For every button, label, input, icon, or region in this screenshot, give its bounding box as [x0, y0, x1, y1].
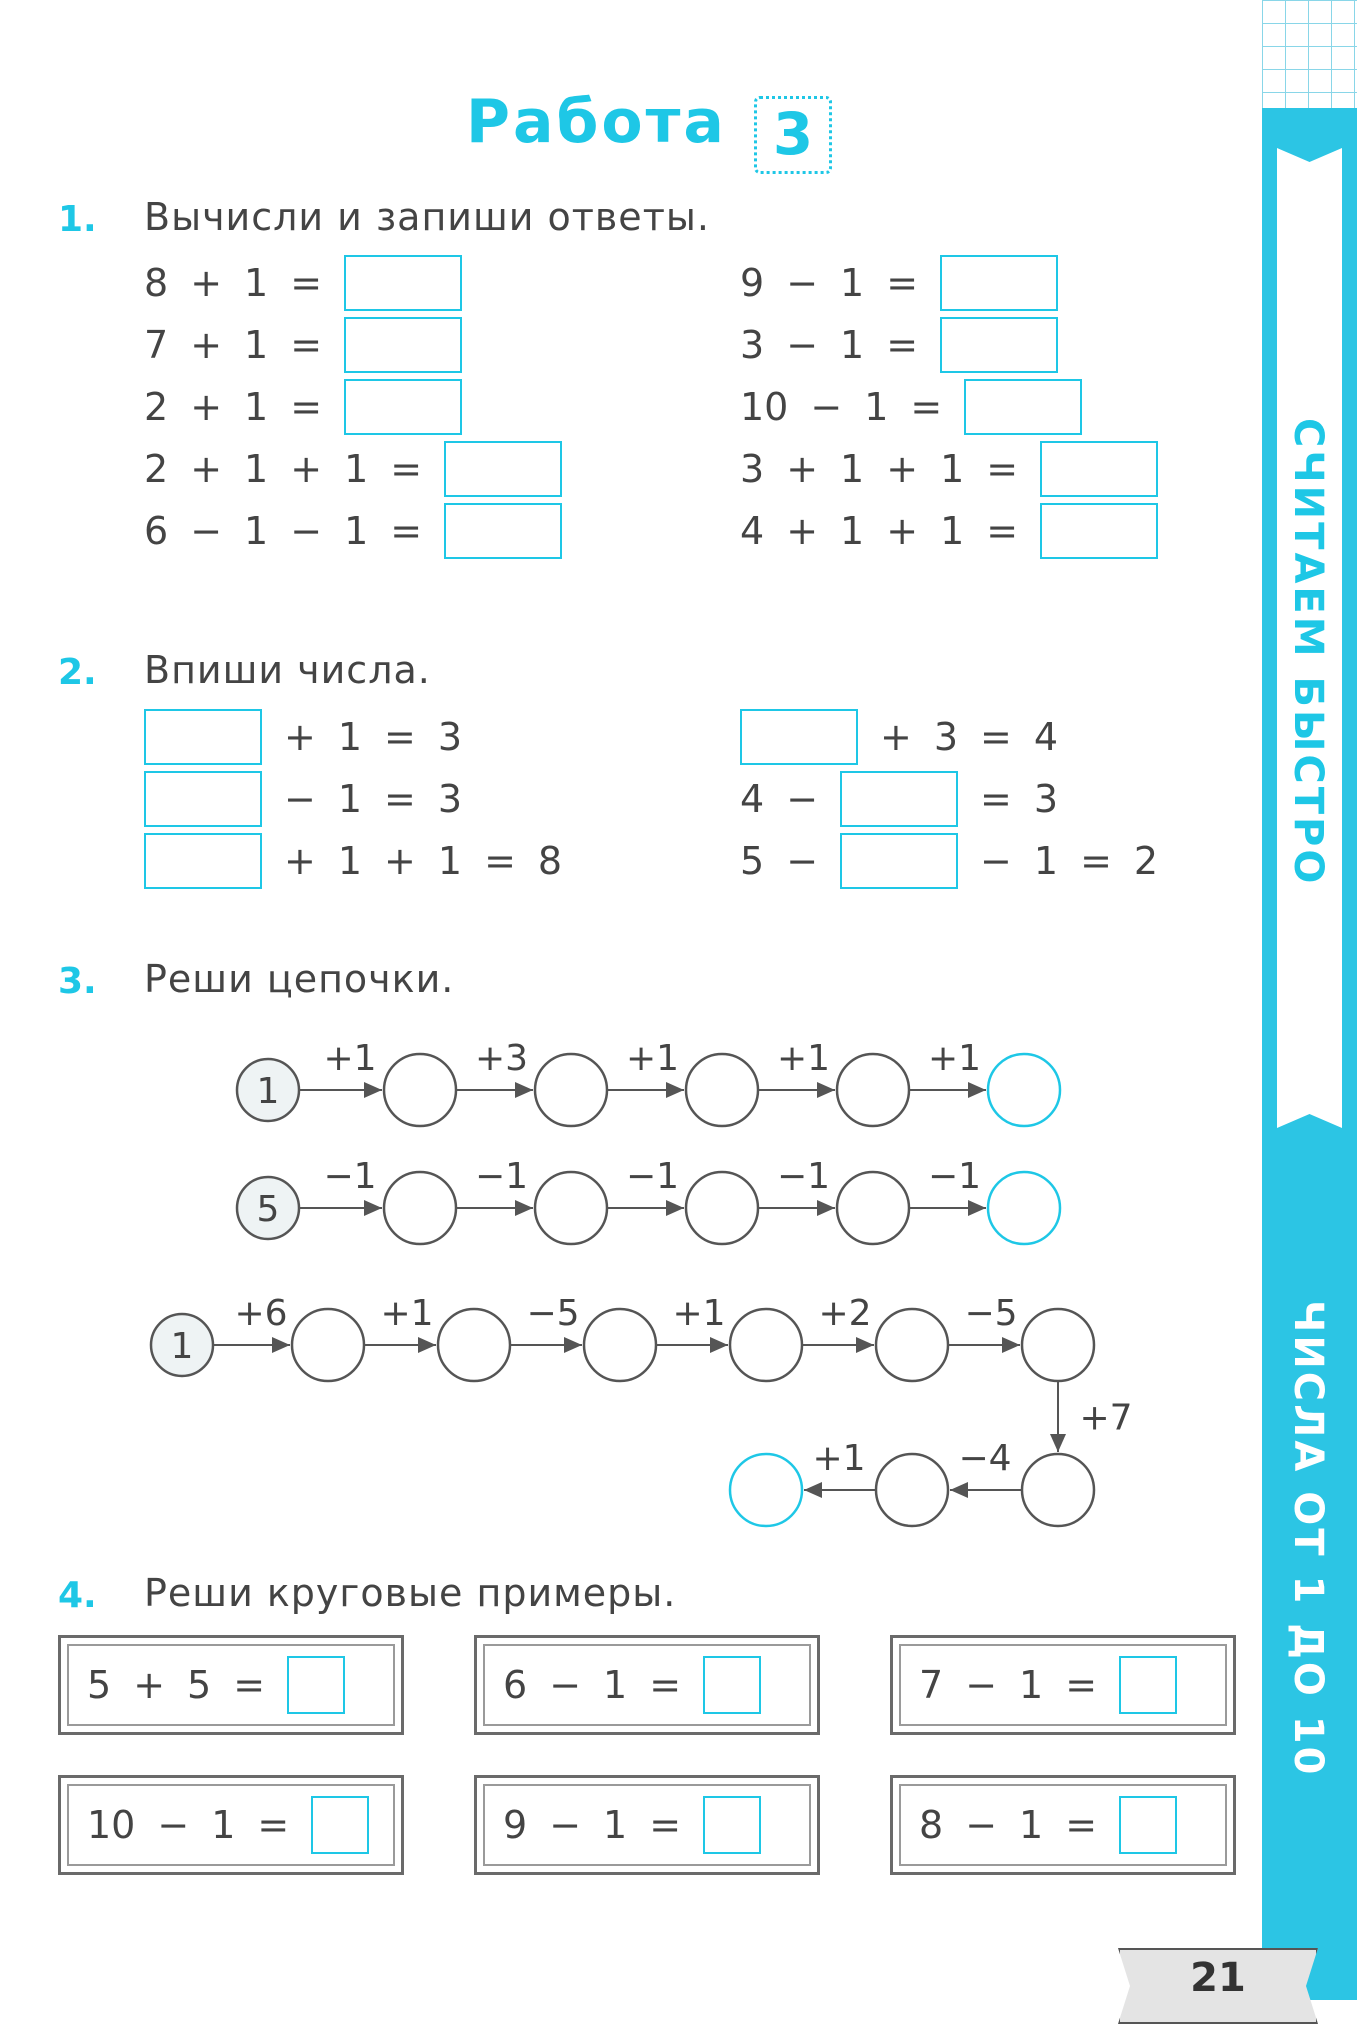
task-2-number: 2. [58, 652, 97, 693]
chain-operation: −5 [526, 1293, 580, 1334]
chain-operation: +1 [927, 1038, 982, 1079]
equation-row [740, 830, 1180, 892]
sidebar-bottom-label: ЧИСЛА ОТ 1 ДО 10 [1285, 1300, 1331, 1778]
chain-circle[interactable] [1022, 1454, 1094, 1526]
equation-row [144, 830, 584, 892]
answer-box[interactable] [144, 771, 262, 827]
equation-token: = [980, 777, 1012, 821]
equation-token: = [384, 715, 416, 759]
chain-circle[interactable] [876, 1454, 948, 1526]
answer-box[interactable] [344, 317, 462, 373]
chain-start-value: 1 [170, 1326, 194, 1367]
equation-token: 1 [244, 261, 269, 305]
answer-box[interactable] [740, 709, 858, 765]
chain-operation: +1 [672, 1293, 726, 1334]
equation-row [144, 376, 562, 438]
equation-token: = [233, 1663, 266, 1707]
equation-token: 1 [940, 509, 965, 553]
equation-token: 1 [244, 323, 269, 367]
equation-token: − [190, 509, 223, 553]
equation-token: 1 [344, 447, 369, 491]
chain-circle[interactable] [837, 1054, 909, 1126]
chain-operation: +6 [234, 1293, 288, 1334]
equation-token: = [390, 509, 423, 553]
equation-row [144, 768, 584, 830]
equation-token: + [786, 509, 819, 553]
equation-token: 3 [740, 323, 765, 367]
equation-token: = [986, 447, 1019, 491]
sidebar-top-label: СЧИТАЕМ БЫСТРО [1285, 418, 1331, 887]
task-3-number: 3. [58, 961, 97, 1002]
equation-token: + [284, 839, 316, 883]
equation-token: = [390, 447, 423, 491]
chain-operation: +1 [812, 1438, 866, 1479]
equation-token: = [649, 1803, 682, 1847]
equation-token: 6 [144, 509, 169, 553]
page-number: 21 [1190, 1955, 1246, 2001]
equation-token: 1 [244, 385, 269, 429]
equation-token: − [965, 1803, 998, 1847]
chain-circle[interactable] [584, 1309, 656, 1381]
chain-result-circle[interactable] [988, 1172, 1060, 1244]
task-1-right-column [740, 252, 1158, 562]
equation-token: − [284, 777, 316, 821]
equation-token: + [886, 509, 919, 553]
equation-token: − [980, 839, 1012, 883]
answer-box[interactable] [311, 1796, 369, 1854]
equation-token: + [190, 323, 223, 367]
equation-token: + [190, 385, 223, 429]
equation-token: 1 [864, 385, 889, 429]
chain-start-value: 1 [256, 1071, 280, 1112]
chain-operation: +3 [474, 1038, 529, 1079]
answer-box[interactable] [940, 255, 1058, 311]
equation-token: 8 [919, 1803, 944, 1847]
equation-token: − [786, 261, 819, 305]
equation-token: 1 [211, 1803, 236, 1847]
equation-token: 1 [840, 509, 865, 553]
task-4-instruction: Реши круговые примеры. [144, 1571, 677, 1615]
equation-token: = [980, 715, 1012, 759]
equation-token: + [786, 447, 819, 491]
equation-token: 4 [740, 509, 765, 553]
answer-box[interactable] [444, 441, 562, 497]
equation-token: + [880, 715, 912, 759]
equation-row [144, 438, 562, 500]
equation-token: 2 [144, 385, 169, 429]
equation-token: + [190, 447, 223, 491]
equation-token: 6 [503, 1663, 528, 1707]
chain-operation: −4 [958, 1438, 1012, 1479]
equation-token: = [910, 385, 943, 429]
equation-token: = [886, 261, 919, 305]
task-2-right-column [740, 706, 1180, 892]
equation-token: − [290, 509, 323, 553]
equation-token: + [886, 447, 919, 491]
equation-row [144, 500, 562, 562]
equation-token: − [810, 385, 843, 429]
equation-token: 1 [1019, 1803, 1044, 1847]
equation-token: 7 [919, 1663, 944, 1707]
chain-operation: −1 [625, 1156, 680, 1197]
answer-box[interactable] [1040, 503, 1158, 559]
equation-token: − [157, 1803, 190, 1847]
equation-token: = [290, 323, 323, 367]
equation-token: = [986, 509, 1019, 553]
task-3-instruction: Реши цепочки. [144, 957, 455, 1001]
chain-circle[interactable] [438, 1309, 510, 1381]
equation-token: 1 [337, 715, 363, 759]
equation-token: = [257, 1803, 290, 1847]
chain-operation: −1 [474, 1156, 529, 1197]
equation-token: − [786, 777, 819, 821]
task-1-instruction: Вычисли и запиши ответы. [144, 195, 710, 239]
answer-box[interactable] [444, 503, 562, 559]
circular-example-frame [58, 1635, 404, 1735]
equation-token: 5 [740, 839, 765, 883]
answer-box[interactable] [840, 833, 958, 889]
equation-token: 3 [1033, 777, 1059, 821]
answer-box[interactable] [703, 1796, 761, 1854]
chain-start-value: 5 [256, 1189, 280, 1230]
chain-operation: +1 [380, 1293, 434, 1334]
task-2-instruction: Впиши числа. [144, 648, 431, 692]
circular-example-frame [890, 1635, 1236, 1735]
equation-token: 5 [187, 1663, 212, 1707]
equation-row [740, 438, 1158, 500]
chain-operation: +1 [323, 1038, 377, 1079]
equation-token: 4 [740, 777, 765, 821]
equation-token: + [384, 839, 416, 883]
answer-box[interactable] [840, 771, 958, 827]
equation-token: 1 [337, 777, 363, 821]
equation-token: − [549, 1803, 582, 1847]
chain-operation: −1 [776, 1156, 831, 1197]
equation-token: = [886, 323, 919, 367]
equation-token: 2 [144, 447, 169, 491]
equation-token: = [290, 261, 323, 305]
answer-box[interactable] [1040, 441, 1158, 497]
chain-circle[interactable] [837, 1172, 909, 1244]
chain-operation: −1 [927, 1156, 982, 1197]
equation-token: 1 [840, 447, 865, 491]
equation-token: 1 [1019, 1663, 1044, 1707]
chain-operation: +1 [625, 1038, 680, 1079]
equation-row [740, 252, 1158, 314]
equation-token: − [786, 839, 819, 883]
task-1-left-column [144, 252, 562, 562]
equation-token: 1 [940, 447, 965, 491]
equation-row [740, 314, 1158, 376]
equation-token: 2 [1133, 839, 1159, 883]
answer-box[interactable] [703, 1656, 761, 1714]
equation-token: 3 [437, 715, 463, 759]
task-4-number: 4. [58, 1575, 97, 1616]
equation-token: + [133, 1663, 166, 1707]
equation-token: − [549, 1663, 582, 1707]
chain-operation: −5 [964, 1293, 1018, 1334]
equation-token: 1 [337, 839, 363, 883]
equation-token: + [284, 715, 316, 759]
answer-box[interactable] [287, 1656, 345, 1714]
equation-token: 1 [1033, 839, 1059, 883]
answer-box[interactable] [1119, 1656, 1177, 1714]
chain-circle[interactable] [686, 1054, 758, 1126]
grid-pattern [1262, 0, 1357, 108]
answer-box[interactable] [144, 833, 262, 889]
circular-example-frame [474, 1635, 820, 1735]
equation-token: 5 [87, 1663, 112, 1707]
number-chains [0, 1000, 1180, 1560]
chain-circle[interactable] [384, 1054, 456, 1126]
equation-token: 9 [503, 1803, 528, 1847]
equation-token: = [1080, 839, 1112, 883]
equation-token: = [1065, 1663, 1098, 1707]
chain-result-circle[interactable] [730, 1454, 802, 1526]
equation-token: − [965, 1663, 998, 1707]
equation-token: 1 [244, 447, 269, 491]
equation-row [740, 768, 1180, 830]
equation-token: = [384, 777, 416, 821]
equation-token: 1 [244, 509, 269, 553]
chain-circle[interactable] [535, 1054, 607, 1126]
chain-circle[interactable] [686, 1172, 758, 1244]
answer-box[interactable] [940, 317, 1058, 373]
equation-token: 7 [144, 323, 169, 367]
circular-example-frame [890, 1775, 1236, 1875]
answer-box[interactable] [144, 709, 262, 765]
equation-token: 1 [840, 261, 865, 305]
chain-operation: +2 [818, 1293, 872, 1334]
equation-token: 4 [1033, 715, 1059, 759]
equation-token: = [484, 839, 516, 883]
equation-token: 8 [537, 839, 563, 883]
work-number: 3 [754, 96, 832, 174]
equation-token: 1 [437, 839, 463, 883]
chain-operation: −1 [323, 1156, 377, 1197]
chain-circle[interactable] [730, 1309, 802, 1381]
equation-token: 1 [603, 1663, 628, 1707]
answer-box[interactable] [344, 379, 462, 435]
equation-token: = [1065, 1803, 1098, 1847]
equation-token: 10 [87, 1803, 136, 1847]
equation-token: 1 [603, 1803, 628, 1847]
equation-token: 1 [840, 323, 865, 367]
equation-row [740, 376, 1158, 438]
equation-row [740, 500, 1158, 562]
answer-box[interactable] [1119, 1796, 1177, 1854]
page-title: Работа [466, 87, 727, 157]
equation-token: − [786, 323, 819, 367]
equation-token: 9 [740, 261, 765, 305]
task-1-number: 1. [58, 199, 97, 240]
equation-row [740, 706, 1180, 768]
chain-circle[interactable] [876, 1309, 948, 1381]
equation-token: + [190, 261, 223, 305]
equation-token: 8 [144, 261, 169, 305]
equation-row [144, 252, 562, 314]
chain-circle[interactable] [535, 1172, 607, 1244]
equation-token: 1 [344, 509, 369, 553]
equation-token: 3 [740, 447, 765, 491]
circular-example-frame [58, 1775, 404, 1875]
answer-box[interactable] [964, 379, 1082, 435]
equation-token: + [290, 447, 323, 491]
equation-token: 3 [437, 777, 463, 821]
equation-row [144, 706, 584, 768]
circular-example-frame [474, 1775, 820, 1875]
task-2-left-column [144, 706, 584, 892]
chain-result-circle[interactable] [988, 1054, 1060, 1126]
chain-circle[interactable] [384, 1172, 456, 1244]
equation-row [144, 314, 562, 376]
equation-token: 10 [740, 385, 789, 429]
equation-token: = [649, 1663, 682, 1707]
answer-box[interactable] [344, 255, 462, 311]
chain-circle[interactable] [1022, 1309, 1094, 1381]
chain-operation: +7 [1079, 1397, 1133, 1439]
chain-operation: +1 [776, 1038, 831, 1079]
chain-circle[interactable] [292, 1309, 364, 1381]
equation-token: = [290, 385, 323, 429]
equation-token: 3 [933, 715, 959, 759]
